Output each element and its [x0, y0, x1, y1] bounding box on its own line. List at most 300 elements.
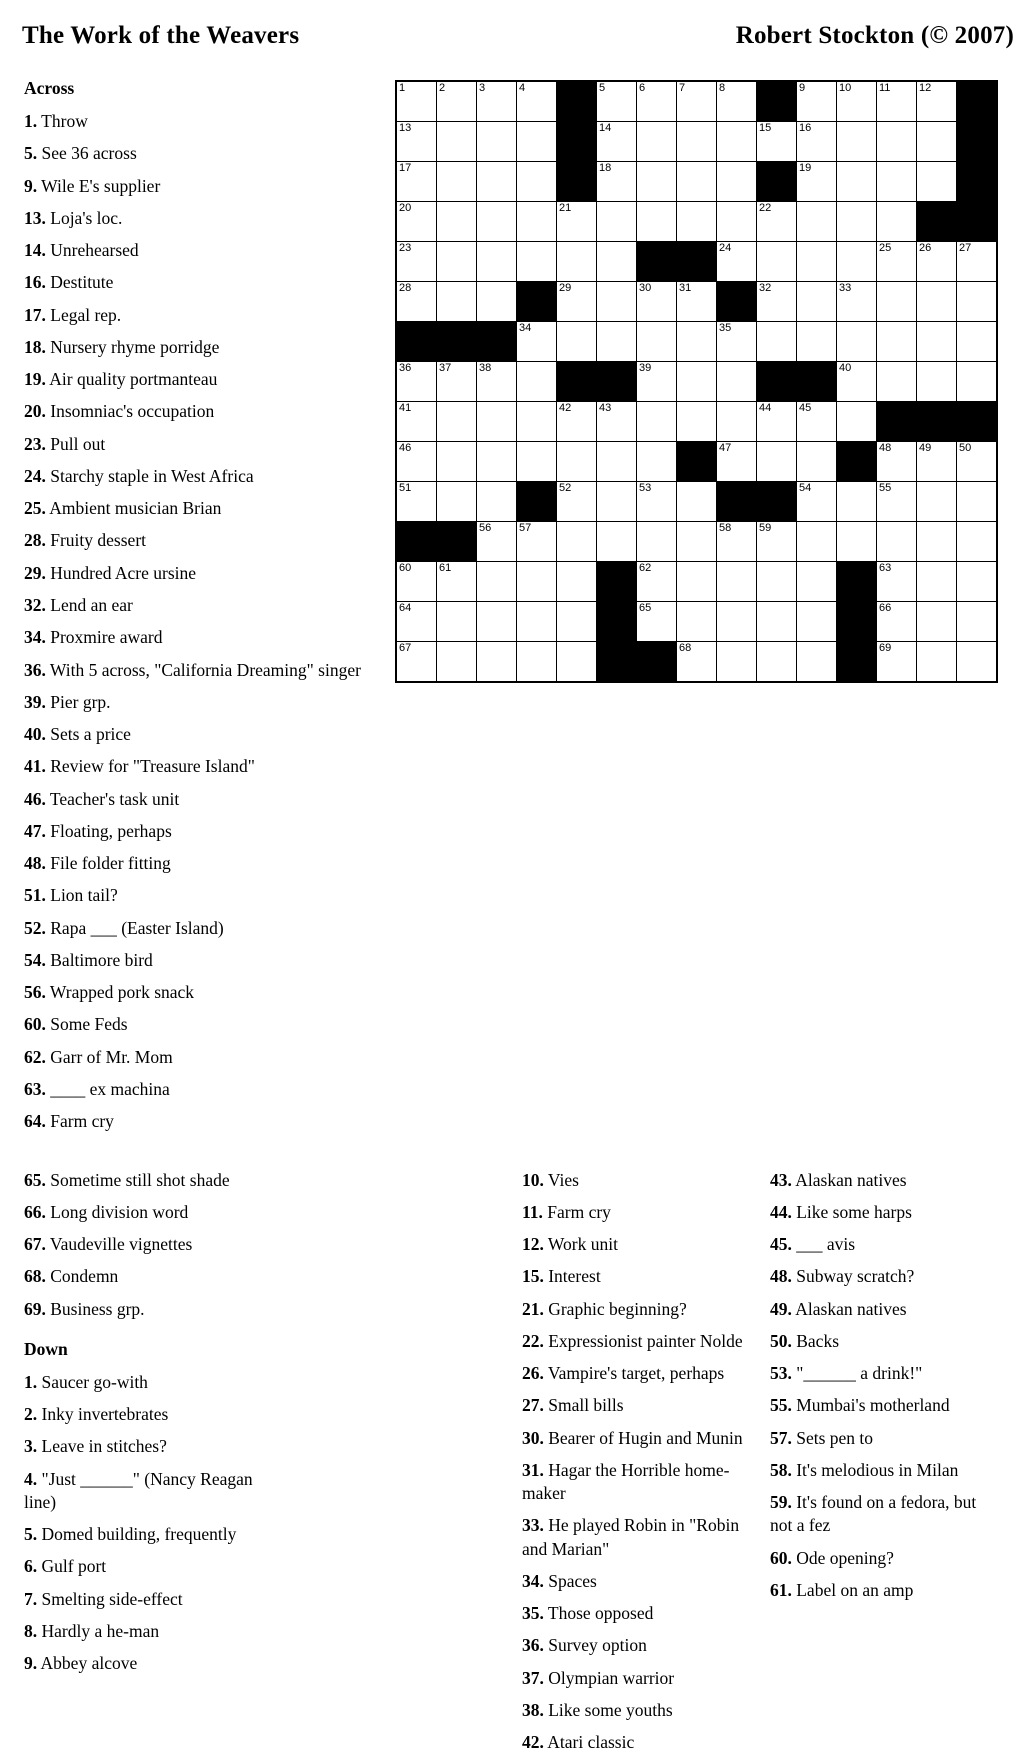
grid-row — [396, 362, 997, 402]
clue-item — [24, 1435, 254, 1458]
grid-cell[interactable] — [477, 362, 517, 402]
grid-cell[interactable] — [717, 402, 757, 442]
grid-cell[interactable] — [877, 442, 917, 482]
clue-item — [24, 271, 373, 294]
clue-text: Fruity dessert — [45, 530, 147, 551]
grid-cell-number: 64 — [399, 602, 412, 614]
clue-number: 68. — [24, 1266, 46, 1287]
grid-cell[interactable] — [877, 642, 917, 683]
grid-cell[interactable] — [477, 642, 517, 683]
grid-cell[interactable] — [797, 122, 837, 162]
grid-cell[interactable] — [597, 442, 637, 482]
grid-row — [396, 122, 997, 162]
grid-cell[interactable] — [797, 282, 837, 322]
clue-item — [522, 1330, 748, 1353]
grid-cell[interactable] — [677, 322, 717, 362]
grid-row — [396, 81, 997, 122]
grid-cell[interactable] — [877, 562, 917, 602]
grid-cell-block — [517, 482, 557, 522]
grid-cell[interactable] — [717, 81, 757, 122]
clue-number: 25. — [24, 498, 46, 519]
grid-cell[interactable] — [437, 122, 477, 162]
grid-cell[interactable] — [557, 562, 597, 602]
clue-text: Lion tail? — [45, 885, 118, 906]
grid-cell[interactable] — [677, 642, 717, 683]
grid-cell[interactable] — [877, 162, 917, 202]
grid-cell[interactable] — [557, 642, 597, 683]
grid-cell[interactable] — [957, 442, 998, 482]
across-clue-list-2 — [24, 1169, 254, 1321]
grid-cell[interactable] — [917, 122, 957, 162]
grid-cell[interactable] — [597, 202, 637, 242]
grid-cell[interactable] — [757, 122, 797, 162]
clue-number: 66. — [24, 1201, 46, 1222]
grid-cell[interactable] — [437, 162, 477, 202]
grid-cell[interactable] — [677, 362, 717, 402]
clue-item — [770, 1265, 996, 1288]
grid-cell[interactable] — [517, 602, 557, 642]
grid-cell[interactable] — [517, 402, 557, 442]
grid-cell[interactable] — [597, 162, 637, 202]
grid-cell-block — [757, 482, 797, 522]
clue-item — [24, 1265, 254, 1288]
grid-cell[interactable] — [797, 322, 837, 362]
grid-cell[interactable] — [957, 242, 998, 282]
grid-cell-number: 38 — [479, 362, 492, 374]
grid-cell[interactable] — [837, 122, 877, 162]
clue-item — [24, 788, 373, 811]
grid-cell[interactable] — [637, 482, 677, 522]
clue-text: Abbey alcove — [37, 1653, 138, 1674]
grid-cell[interactable] — [597, 322, 637, 362]
author-credit: Robert Stockton (© 2007) — [735, 22, 1014, 49]
grid-cell[interactable] — [557, 282, 597, 322]
down-clue-list-3 — [522, 1169, 748, 1755]
grid-cell[interactable] — [477, 162, 517, 202]
grid-cell[interactable] — [517, 642, 557, 683]
grid-cell[interactable] — [637, 202, 677, 242]
grid-cell[interactable] — [637, 282, 677, 322]
grid-cell[interactable] — [677, 482, 717, 522]
clue-item — [770, 1579, 996, 1602]
grid-cell[interactable] — [877, 362, 917, 402]
clue-item — [522, 1169, 748, 1192]
grid-cell[interactable] — [637, 522, 677, 562]
lower-clue-columns — [18, 1169, 1018, 1764]
clue-number: 69. — [24, 1298, 46, 1319]
clue-item — [770, 1169, 996, 1192]
grid-cell[interactable] — [917, 562, 957, 602]
grid-cell-number: 46 — [399, 442, 412, 454]
clue-text: Farm cry — [45, 1111, 114, 1132]
grid-cell[interactable] — [837, 202, 877, 242]
clue-item — [522, 1265, 748, 1288]
grid-cell[interactable] — [957, 322, 998, 362]
grid-cell-number: 1 — [399, 82, 406, 94]
clue-item — [24, 110, 373, 133]
grid-cell[interactable] — [757, 322, 797, 362]
grid-cell[interactable] — [637, 162, 677, 202]
grid-cell[interactable] — [637, 362, 677, 402]
grid-cell[interactable] — [717, 642, 757, 683]
clue-item — [24, 1078, 373, 1101]
grid-cell-number: 69 — [879, 642, 892, 654]
grid-cell[interactable] — [477, 282, 517, 322]
grid-cell[interactable] — [597, 81, 637, 122]
grid-cell[interactable] — [757, 522, 797, 562]
clue-item — [24, 659, 373, 682]
grid-cell[interactable] — [437, 562, 477, 602]
grid-cell-number: 34 — [519, 322, 532, 334]
grid-cell[interactable] — [757, 562, 797, 602]
clue-number: 18. — [24, 336, 46, 357]
grid-cell[interactable] — [917, 162, 957, 202]
grid-cell[interactable] — [757, 202, 797, 242]
grid-cell[interactable] — [477, 482, 517, 522]
grid-cell[interactable] — [797, 442, 837, 482]
grid-cell[interactable] — [396, 162, 437, 202]
grid-cell[interactable] — [717, 602, 757, 642]
clue-text: Interest — [543, 1266, 601, 1287]
grid-cell[interactable] — [437, 602, 477, 642]
grid-cell-number: 43 — [599, 402, 612, 414]
grid-cell[interactable] — [837, 162, 877, 202]
clue-text: Destitute — [45, 272, 114, 293]
clue-number: 26. — [521, 1363, 544, 1384]
grid-cell-block — [837, 442, 877, 482]
clue-text: Alaskan natives — [791, 1298, 907, 1319]
grid-cell[interactable] — [477, 402, 517, 442]
grid-cell[interactable] — [396, 242, 437, 282]
grid-cell[interactable] — [637, 81, 677, 122]
grid-cell[interactable] — [396, 282, 437, 322]
grid-cell[interactable] — [677, 162, 717, 202]
grid-cell-number: 44 — [759, 402, 772, 414]
grid-cell[interactable] — [717, 442, 757, 482]
grid-cell[interactable] — [877, 282, 917, 322]
grid-cell-number: 24 — [719, 242, 732, 254]
clue-text: Loja's loc. — [45, 207, 123, 228]
grid-cell[interactable] — [757, 602, 797, 642]
grid-cell[interactable] — [957, 362, 998, 402]
grid-cell[interactable] — [757, 642, 797, 683]
grid-cell[interactable] — [677, 282, 717, 322]
clue-number: 29. — [24, 562, 46, 583]
grid-cell[interactable] — [797, 162, 837, 202]
grid-cell[interactable] — [477, 81, 517, 122]
grid-cell[interactable] — [517, 562, 557, 602]
clue-item — [24, 336, 373, 359]
grid-cell-number: 29 — [559, 282, 572, 294]
grid-cell[interactable] — [877, 482, 917, 522]
grid-cell[interactable] — [917, 442, 957, 482]
grid-cell[interactable] — [677, 562, 717, 602]
grid-cell[interactable] — [717, 322, 757, 362]
grid-cell[interactable] — [396, 122, 437, 162]
grid-cell[interactable] — [637, 562, 677, 602]
clue-text: Teacher's task unit — [45, 788, 180, 809]
clue-text: Small bills — [543, 1395, 624, 1416]
grid-cell-block — [957, 202, 998, 242]
grid-cell[interactable] — [797, 602, 837, 642]
grid-cell[interactable] — [437, 202, 477, 242]
clue-item — [24, 239, 373, 262]
grid-cell[interactable] — [477, 602, 517, 642]
clue-number: 1. — [24, 111, 38, 131]
clue-number: 19. — [24, 369, 46, 390]
grid-cell[interactable] — [557, 322, 597, 362]
grid-cell[interactable] — [396, 202, 437, 242]
grid-cell[interactable] — [757, 242, 797, 282]
grid-cell[interactable] — [757, 282, 797, 322]
grid-cell[interactable] — [917, 322, 957, 362]
clue-number: 4. — [24, 1468, 38, 1489]
grid-cell-number: 12 — [919, 82, 932, 94]
grid-cell[interactable] — [797, 562, 837, 602]
clue-item — [522, 1602, 748, 1625]
grid-cell[interactable] — [677, 602, 717, 642]
clue-text: Air quality portmanteau — [45, 369, 218, 390]
grid-cell[interactable] — [957, 522, 998, 562]
clue-text: Vampire's target, perhaps — [543, 1363, 725, 1384]
grid-cell[interactable] — [717, 122, 757, 162]
grid-cell[interactable] — [597, 282, 637, 322]
grid-cell[interactable] — [677, 402, 717, 442]
grid-cell[interactable] — [917, 482, 957, 522]
clue-column-4 — [770, 1169, 1018, 1764]
grid-cell[interactable] — [917, 282, 957, 322]
grid-cell[interactable] — [917, 522, 957, 562]
clue-number: 8. — [24, 1620, 38, 1641]
grid-cell[interactable] — [957, 482, 998, 522]
grid-cell[interactable] — [637, 322, 677, 362]
grid-cell[interactable] — [757, 402, 797, 442]
crossword-grid[interactable] — [395, 80, 998, 683]
grid-cell[interactable] — [517, 162, 557, 202]
clue-item — [24, 1588, 254, 1611]
clue-text: Olympian warrior — [543, 1667, 675, 1688]
grid-cell[interactable] — [396, 81, 437, 122]
grid-cell[interactable] — [437, 242, 477, 282]
grid-cell-block — [877, 402, 917, 442]
grid-cell[interactable] — [877, 522, 917, 562]
grid-cell[interactable] — [517, 322, 557, 362]
grid-cell[interactable] — [957, 282, 998, 322]
grid-cell[interactable] — [437, 282, 477, 322]
grid-cell[interactable] — [437, 642, 477, 683]
clue-item — [24, 1403, 254, 1426]
clue-text: File folder fitting — [45, 853, 171, 874]
clue-item — [24, 949, 373, 972]
grid-cell-number: 58 — [719, 522, 732, 534]
grid-cell-block — [837, 562, 877, 602]
grid-cell[interactable] — [717, 562, 757, 602]
grid-cell[interactable] — [837, 81, 877, 122]
grid-cell[interactable] — [797, 242, 837, 282]
grid-cell[interactable] — [477, 122, 517, 162]
grid-cell[interactable] — [837, 522, 877, 562]
grid-cell[interactable] — [597, 522, 637, 562]
grid-cell[interactable] — [637, 122, 677, 162]
grid-cell[interactable] — [637, 602, 677, 642]
grid-cell[interactable] — [877, 81, 917, 122]
grid-cell[interactable] — [597, 402, 637, 442]
grid-cell[interactable] — [517, 362, 557, 402]
clue-number: 60. — [769, 1547, 792, 1568]
clue-item — [770, 1491, 996, 1538]
clue-text: Sets a price — [45, 724, 131, 745]
clue-item — [24, 1371, 254, 1394]
grid-cell[interactable] — [877, 242, 917, 282]
grid-cell[interactable] — [477, 242, 517, 282]
grid-cell[interactable] — [837, 362, 877, 402]
grid-cell[interactable] — [957, 642, 998, 683]
grid-cell[interactable] — [757, 442, 797, 482]
grid-cell[interactable] — [837, 282, 877, 322]
grid-cell-number: 57 — [519, 522, 532, 534]
grid-cell[interactable] — [957, 602, 998, 642]
down-clue-list-1 — [24, 1371, 254, 1676]
clue-number: 33. — [521, 1515, 544, 1536]
clue-text: Backs — [791, 1330, 840, 1351]
clue-item — [24, 433, 373, 456]
clue-number: 58. — [769, 1459, 792, 1480]
grid-cell[interactable] — [437, 362, 477, 402]
grid-cell[interactable] — [797, 402, 837, 442]
clue-item — [24, 1468, 254, 1515]
clue-text: Leave in stitches? — [37, 1436, 167, 1457]
grid-cell[interactable] — [837, 402, 877, 442]
grid-cell[interactable] — [837, 482, 877, 522]
grid-cell[interactable] — [517, 202, 557, 242]
grid-cell[interactable] — [797, 522, 837, 562]
clue-item — [24, 1620, 254, 1643]
grid-cell[interactable] — [717, 242, 757, 282]
grid-cell[interactable] — [677, 202, 717, 242]
grid-cell-number: 33 — [839, 282, 852, 294]
grid-cell[interactable] — [396, 402, 437, 442]
grid-cell[interactable] — [396, 602, 437, 642]
grid-cell[interactable] — [437, 482, 477, 522]
clue-text: See 36 across — [37, 143, 137, 164]
grid-cell-number: 47 — [719, 442, 732, 454]
clue-text: Review for "Treasure Island" — [45, 756, 255, 777]
grid-cell[interactable] — [517, 242, 557, 282]
grid-cell[interactable] — [437, 442, 477, 482]
grid-cell[interactable] — [517, 81, 557, 122]
grid-cell[interactable] — [517, 442, 557, 482]
clue-text: Pull out — [45, 433, 106, 454]
grid-cell[interactable] — [677, 122, 717, 162]
grid-cell[interactable] — [637, 442, 677, 482]
grid-cell[interactable] — [917, 642, 957, 683]
grid-cell-number: 39 — [639, 362, 652, 374]
grid-cell[interactable] — [637, 402, 677, 442]
grid-cell[interactable] — [597, 122, 637, 162]
grid-cell[interactable] — [477, 522, 517, 562]
grid-cell-number: 52 — [559, 482, 572, 494]
grid-cell[interactable] — [477, 202, 517, 242]
clue-number: 32. — [24, 594, 46, 615]
grid-cell[interactable] — [517, 122, 557, 162]
across-heading: Across — [24, 78, 75, 98]
grid-cell[interactable] — [557, 482, 597, 522]
grid-cell[interactable] — [717, 162, 757, 202]
grid-cell[interactable] — [396, 482, 437, 522]
grid-cell[interactable] — [877, 602, 917, 642]
grid-cell[interactable] — [557, 442, 597, 482]
clue-item — [24, 1013, 373, 1036]
grid-cell[interactable] — [837, 322, 877, 362]
grid-cell-number: 16 — [799, 122, 812, 134]
grid-cell[interactable] — [917, 81, 957, 122]
grid-cell[interactable] — [517, 522, 557, 562]
clue-number: 12. — [521, 1234, 544, 1255]
clue-number: 16. — [24, 272, 46, 293]
grid-cell[interactable] — [797, 482, 837, 522]
grid-cell[interactable] — [677, 522, 717, 562]
clue-text: With 5 across, "California Dreaming" singer — [45, 659, 361, 680]
clue-number: 37. — [521, 1667, 544, 1688]
grid-cell-block — [557, 122, 597, 162]
grid-cell[interactable] — [917, 362, 957, 402]
grid-cell[interactable] — [396, 442, 437, 482]
grid-cell-number: 21 — [559, 202, 572, 214]
clue-item — [24, 175, 373, 198]
grid-cell-number: 61 — [439, 562, 452, 574]
grid-cell[interactable] — [797, 642, 837, 683]
clue-number: 52. — [24, 917, 46, 938]
grid-cell[interactable] — [437, 402, 477, 442]
grid-cell[interactable] — [437, 81, 477, 122]
clue-item — [24, 820, 373, 843]
grid-cell[interactable] — [477, 562, 517, 602]
grid-cell[interactable] — [597, 482, 637, 522]
grid-cell[interactable] — [877, 122, 917, 162]
grid-cell[interactable] — [837, 242, 877, 282]
grid-cell[interactable] — [677, 81, 717, 122]
grid-cell[interactable] — [597, 242, 637, 282]
grid-cell[interactable] — [917, 602, 957, 642]
grid-cell[interactable] — [477, 442, 517, 482]
grid-cell-block — [757, 362, 797, 402]
grid-cell[interactable] — [557, 202, 597, 242]
grid-cell[interactable] — [557, 242, 597, 282]
grid-cell[interactable] — [797, 202, 837, 242]
grid-cell[interactable] — [917, 242, 957, 282]
grid-cell[interactable] — [877, 322, 917, 362]
grid-cell-block — [717, 482, 757, 522]
clue-number: 15. — [521, 1266, 544, 1287]
grid-cell[interactable] — [717, 522, 757, 562]
grid-cell[interactable] — [957, 562, 998, 602]
clue-number: 31. — [521, 1459, 544, 1480]
grid-cell[interactable] — [717, 202, 757, 242]
clue-item — [770, 1201, 996, 1224]
grid-cell[interactable] — [717, 362, 757, 402]
clue-text: Gulf port — [37, 1556, 107, 1577]
clue-number: 13. — [24, 207, 46, 228]
grid-cell[interactable] — [396, 642, 437, 683]
grid-cell[interactable] — [797, 81, 837, 122]
grid-cell[interactable] — [396, 362, 437, 402]
grid-cell[interactable] — [396, 562, 437, 602]
grid-cell[interactable] — [557, 402, 597, 442]
grid-cell[interactable] — [557, 602, 597, 642]
grid-cell-block — [597, 642, 637, 683]
grid-cell[interactable] — [557, 522, 597, 562]
grid-cell[interactable] — [877, 202, 917, 242]
